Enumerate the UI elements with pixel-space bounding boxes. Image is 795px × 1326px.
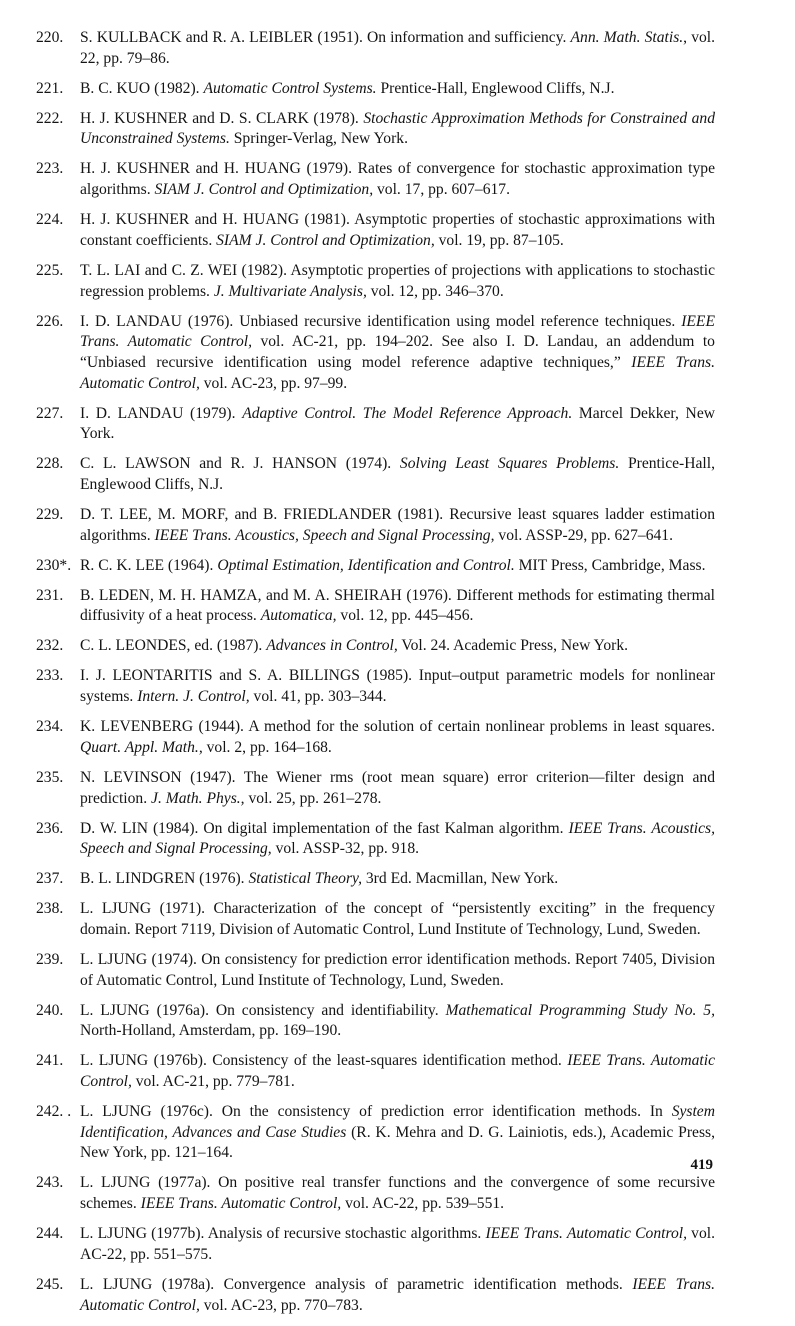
reference-details: Springer-Verlag, New York. bbox=[229, 130, 408, 148]
reference-number: 221. bbox=[36, 79, 64, 97]
reference-number: 228. bbox=[36, 455, 64, 473]
reference-number: 222. bbox=[36, 109, 64, 127]
reference-authors-title: L. LJUNG (1974). On consistency for prediction error identification methods. Report 7405, Division of Automatic Control, Lund Institute of Technology, Lund, Sweden. bbox=[80, 950, 715, 989]
reference-details: vol. AC-21, pp. 194–202. See also I. D. Landau, an addendum to “Unbiased recursive identification using model reference adaptive techniques,” bbox=[80, 333, 715, 371]
reference-authors-title: B. C. KUO (1982). bbox=[80, 79, 204, 97]
reference-authors-title: H. J. KUSHNER and D. S. CLARK (1978). bbox=[80, 109, 364, 127]
reference-source: IEEE Trans. Automatic Control, bbox=[80, 312, 715, 351]
reference-number: 229. bbox=[36, 506, 64, 524]
reference-authors-title: T. L. LAI and C. Z. WEI (1982). Asymptotic properties of projections with applications to stochastic regression problems. bbox=[80, 261, 715, 300]
reference-number: 244. bbox=[36, 1225, 64, 1243]
reference-source: Solving Least Squares Problems. bbox=[399, 455, 620, 473]
reference-entry bbox=[0, 1224, 795, 1265]
reference-source: Automatica, bbox=[260, 607, 337, 625]
reference-authors-title: H. J. KUSHNER and H. HUANG (1981). Asymptotic properties of stochastic approximations with constant coefficients. bbox=[80, 211, 715, 249]
reference-details: Prentice-Hall, Englewood Cliffs, N.J. bbox=[376, 79, 615, 97]
reference-source: SIAM J. Control and Optimization, bbox=[154, 181, 374, 199]
reference-authors-title: H. J. KUSHNER and H. HUANG (1979). Rates of convergence for stochastic approximation type algorithms. bbox=[80, 160, 715, 199]
reference-entry bbox=[0, 159, 795, 200]
reference-details: Marcel Dekker, New York. bbox=[80, 404, 715, 443]
reference-details: vol. 25, pp. 261–278. bbox=[244, 789, 382, 807]
reference-source: Optimal Estimation, Identification and Control. bbox=[217, 556, 515, 574]
reference-number: 231. bbox=[36, 586, 64, 604]
reference-entry bbox=[0, 1051, 795, 1092]
reference-number: 240. bbox=[36, 1001, 64, 1019]
reference-authors-title: C. L. LEONDES, ed. (1987). bbox=[80, 637, 267, 655]
reference-number: 236. bbox=[36, 819, 64, 837]
reference-authors-title: L. LJUNG (1978a). Convergence analysis of parametric identification methods. bbox=[80, 1275, 633, 1293]
reference-authors-title: S. KULLBACK and R. A. LEIBLER (1951). On information and sufficiency. bbox=[80, 29, 571, 46]
reference-source: J. Math. Phys., bbox=[151, 789, 245, 807]
reference-source: IEEE Trans. Automatic Control, bbox=[485, 1225, 687, 1243]
reference-authors-title: L. LJUNG (1977a). On positive real transfer functions and the convergence of some recursive schemes. bbox=[80, 1174, 715, 1213]
reference-entry bbox=[0, 869, 795, 890]
reference-authors-title: B. LEDEN, M. H. HAMZA, and M. A. SHEIRAH (1976). Different methods for estimating thermal diffusivity of a heat process. bbox=[80, 586, 715, 625]
reference-entry bbox=[0, 717, 795, 758]
reference-number: 232. bbox=[36, 637, 64, 655]
reference-entry bbox=[0, 312, 795, 395]
reference-authors-title: K. LEVENBERG (1944). A method for the solution of certain nonlinear problems in least squares. bbox=[80, 718, 715, 736]
reference-source: Intern. J. Control, bbox=[137, 688, 250, 706]
reference-entry bbox=[0, 261, 795, 302]
reference-authors-title: I. J. LEONTARITIS and S. A. BILLINGS (1985). Input–output parametric models for nonlinear systems. bbox=[80, 667, 715, 706]
reference-details: vol. ASSP-29, pp. 627–641. bbox=[494, 526, 673, 544]
reference-authors-title: L. LJUNG (1977b). Analysis of recursive stochastic algorithms. bbox=[80, 1225, 486, 1243]
reference-number: 224. bbox=[36, 211, 64, 229]
reference-number: 245. bbox=[36, 1275, 64, 1293]
reference-details: North-Holland, Amsterdam, pp. 169–190. bbox=[80, 1022, 342, 1040]
reference-entry bbox=[0, 79, 795, 100]
reference-source: Advances in Control, bbox=[266, 637, 398, 655]
reference-number: 241. bbox=[36, 1052, 64, 1070]
reference-details: vol. 41, pp. 303–344. bbox=[249, 688, 387, 706]
reference-source: Ann. Math. Statis. bbox=[570, 29, 684, 46]
reference-number: 235. bbox=[36, 768, 64, 786]
reference-details: , vol. 22, pp. 79–86. bbox=[80, 29, 716, 67]
reference-number: 223. bbox=[36, 160, 64, 178]
reference-details: vol. 2, pp. 164–168. bbox=[202, 738, 332, 756]
reference-number: 234. bbox=[36, 718, 64, 736]
reference-authors-title: L. LJUNG (1976c). On the consistency of prediction error identification methods. In bbox=[80, 1103, 672, 1121]
reference-source: Stochastic Approximation Methods for Constrained and Unconstrained Systems. bbox=[80, 109, 716, 148]
reference-source: Quart. Appl. Math., bbox=[80, 738, 203, 756]
reference-entry bbox=[0, 1173, 795, 1214]
reference-source: J. Multivariate Analysis, bbox=[213, 282, 367, 300]
reference-source-2: IEEE Trans. Automatic Control, bbox=[80, 353, 715, 392]
reference-number: 233. bbox=[36, 667, 64, 685]
reference-details: MIT Press, Cambridge, Mass. bbox=[514, 556, 706, 574]
reference-source: SIAM J. Control and Optimization, bbox=[216, 231, 435, 249]
reference-source: IEEE Trans. Acoustics, Speech and Signal Processing, bbox=[154, 526, 495, 544]
reference-source: Adaptive Control. The Model Reference Approach. bbox=[242, 404, 573, 422]
reference-number: 239. bbox=[36, 950, 64, 968]
reference-source: Automatic Control Systems. bbox=[203, 79, 377, 97]
reference-source: Statistical Theory, bbox=[248, 870, 362, 888]
reference-details: vol. 12, pp. 445–456. bbox=[336, 607, 474, 625]
reference-source: System Identification, Advances and Case Studies bbox=[80, 1103, 715, 1141]
reference-entry bbox=[0, 454, 795, 495]
reference-details: vol. 19, pp. 87–105. bbox=[434, 231, 564, 249]
reference-entry bbox=[0, 109, 795, 150]
reference-details: Vol. 24. Academic Press, New York. bbox=[397, 637, 629, 655]
reference-entry bbox=[0, 819, 795, 860]
reference-details: 3rd Ed. Macmillan, New York. bbox=[361, 870, 559, 888]
reference-entry bbox=[0, 210, 795, 251]
reference-source: IEEE Trans. Automatic Control, bbox=[80, 1275, 716, 1314]
reference-entry bbox=[0, 404, 795, 445]
reference-details: Prentice-Hall, Englewood Cliffs, N.J. bbox=[80, 455, 715, 494]
reference-details: vol. AC-22, pp. 551–575. bbox=[80, 1225, 715, 1263]
reference-entry bbox=[0, 28, 795, 69]
reference-number: 220. bbox=[36, 29, 64, 46]
reference-authors-title: I. D. LANDAU (1976). Unbiased recursive identification using model reference techniques. bbox=[80, 312, 682, 330]
reference-source: IEEE Trans. Acoustics, Speech and Signal Processing, bbox=[80, 819, 715, 858]
reference-source: IEEE Trans. Automatic Control, bbox=[140, 1195, 342, 1213]
reference-authors-title: R. C. K. LEE (1964). bbox=[80, 556, 218, 574]
reference-entry bbox=[0, 505, 795, 546]
reference-number: 225. bbox=[36, 261, 64, 279]
reference-entry bbox=[0, 768, 795, 809]
reference-number: 230*. bbox=[36, 556, 72, 574]
reference-details: vol. AC-22, pp. 539–551. bbox=[341, 1195, 505, 1213]
reference-details: vol. 17, pp. 607–617. bbox=[373, 181, 510, 199]
reference-authors-title: N. LEVINSON (1947). The Wiener rms (root mean square) error criterion—filter design and prediction. bbox=[80, 768, 715, 807]
reference-source: Mathematical Programming Study No. 5, bbox=[445, 1001, 715, 1019]
reference-number: 243. bbox=[36, 1174, 64, 1192]
reference-details: (R. K. Mehra and D. G. Lainiotis, eds.), Academic Press, New York, pp. 121–164. bbox=[80, 1123, 715, 1162]
reference-entry bbox=[0, 586, 795, 627]
reference-source: IEEE Trans. Automatic Control, bbox=[80, 1052, 715, 1091]
reference-details: vol. ASSP-32, pp. 918. bbox=[271, 840, 420, 858]
reference-number: 238. bbox=[36, 900, 64, 918]
reference-entry bbox=[0, 556, 795, 577]
reference-details: vol. AC-21, pp. 779–781. bbox=[131, 1073, 295, 1091]
reference-details-2: vol. AC-23, pp. 97–99. bbox=[199, 374, 348, 392]
reference-entry bbox=[0, 950, 795, 991]
reference-number: 227. bbox=[36, 404, 64, 422]
reference-details: vol. 12, pp. 346–370. bbox=[366, 282, 504, 300]
reference-authors-title: D. T. LEE, M. MORF, and B. FRIEDLANDER (1981). Recursive least squares ladder estimation algorithms. bbox=[80, 506, 715, 544]
reference-number: 237. bbox=[36, 870, 64, 888]
reference-authors-title: L. LJUNG (1971). Characterization of the concept of “persistently exciting” in the frequency domain. Report 7119, Division of Automatic Control, Lund Institute of Technology, Lund, Sweden. bbox=[80, 900, 715, 938]
page-number: 419 bbox=[690, 1157, 713, 1173]
reference-entry bbox=[0, 636, 795, 657]
reference-entry bbox=[0, 1001, 795, 1042]
reference-number: 242. . bbox=[36, 1103, 72, 1121]
reference-authors-title: C. L. LAWSON and R. J. HANSON (1974). bbox=[80, 455, 400, 473]
reference-entry bbox=[0, 666, 795, 707]
reference-number: 226. bbox=[36, 312, 64, 330]
reference-entry bbox=[0, 1275, 795, 1316]
reference-authors-title: L. LJUNG (1976b). Consistency of the least-squares identification method. bbox=[80, 1052, 568, 1070]
reference-authors-title: B. L. LINDGREN (1976). bbox=[80, 870, 249, 888]
reference-details: vol. AC-23, pp. 770–783. bbox=[199, 1296, 363, 1314]
reference-list bbox=[0, 28, 795, 1326]
reference-entry bbox=[0, 899, 795, 940]
reference-entry bbox=[0, 1102, 795, 1164]
reference-authors-title: I. D. LANDAU (1979). bbox=[80, 404, 243, 422]
reference-authors-title: L. LJUNG (1976a). On consistency and identifiability. bbox=[80, 1001, 446, 1019]
reference-authors-title: D. W. LIN (1984). On digital implementation of the fast Kalman algorithm. bbox=[80, 819, 569, 837]
